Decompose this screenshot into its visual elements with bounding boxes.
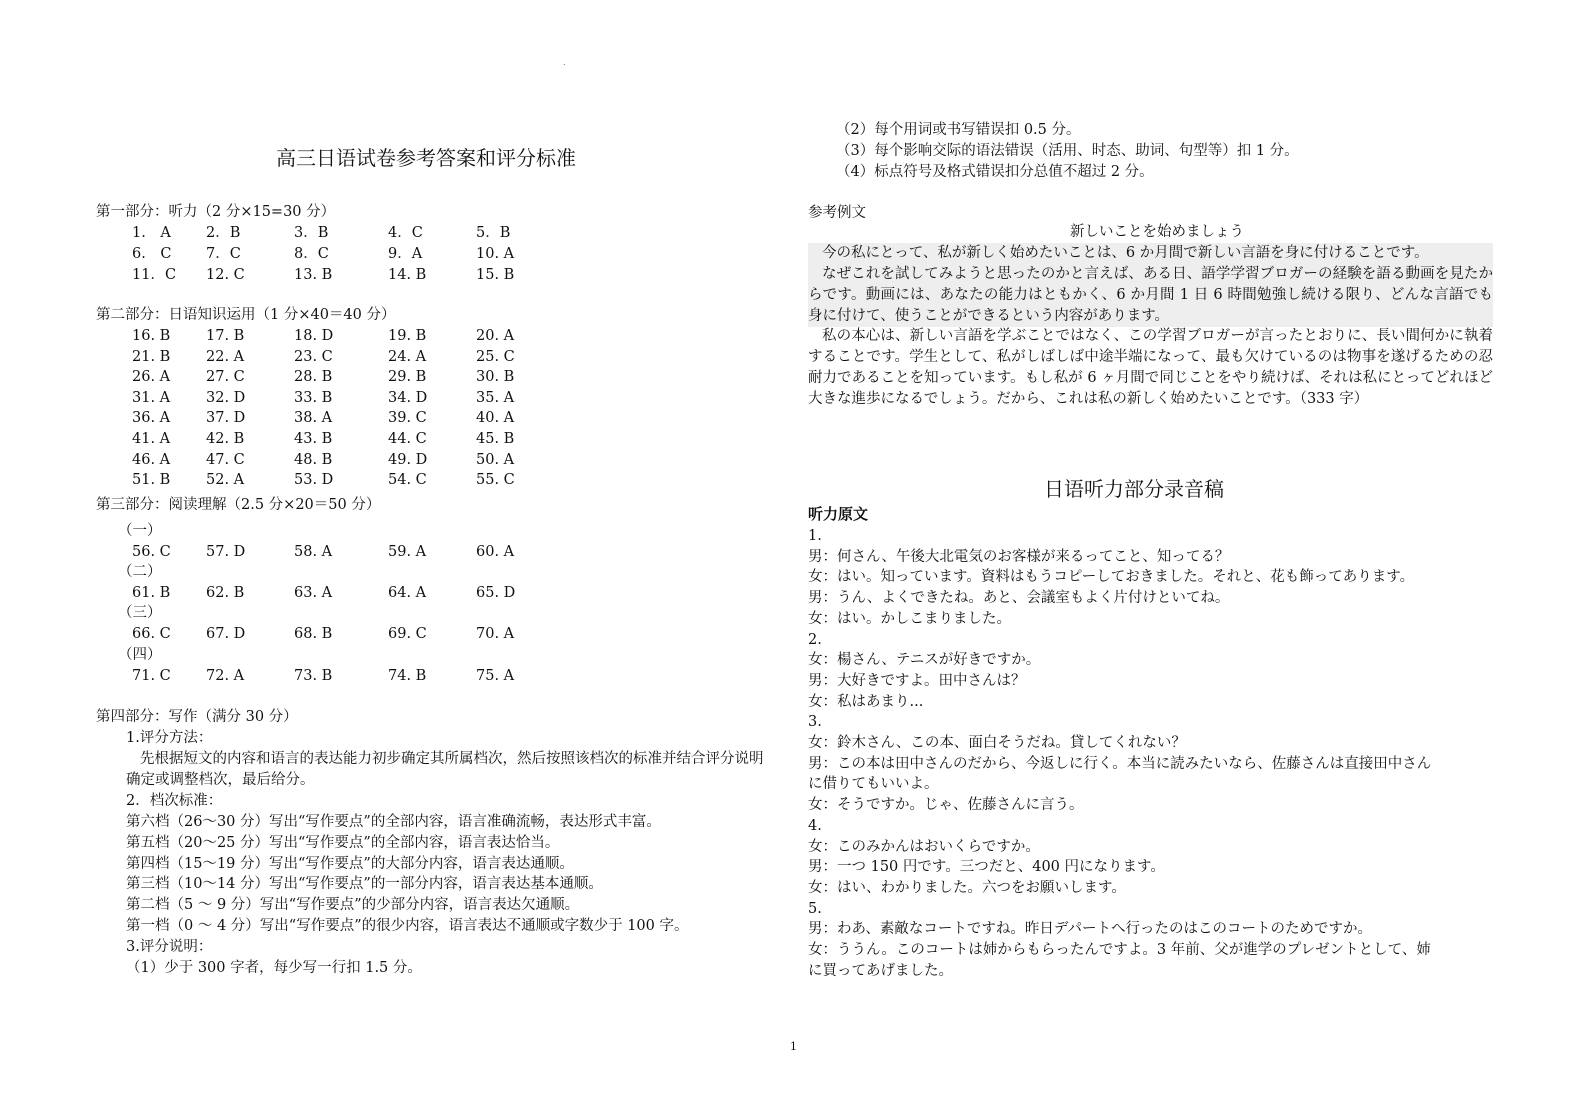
answer-cell: 43. B: [294, 431, 333, 447]
method-label: 1.评分方法：: [126, 730, 213, 746]
transcript-line: 女：はい。かしこまりました。: [808, 610, 1011, 627]
answer-cell: 66. C: [132, 626, 171, 643]
section-label: （一）: [118, 523, 162, 539]
answer-cell: 42. B: [206, 431, 245, 447]
answer-cell: 31. A: [132, 389, 171, 406]
level-item: 第四档（15～19 分）写出“写作要点”的大部分内容，语言表达通顺。: [126, 855, 574, 872]
answer-cell: 19. B: [388, 328, 427, 344]
answer-cell: 15. B: [476, 267, 515, 283]
answer-cell: 12. C: [206, 267, 245, 283]
part1-heading: 第一部分：听力（2 分×15=30 分）: [96, 204, 336, 220]
transcript-line: 男：大好きですよ。田中さんは？: [808, 672, 1026, 689]
transcript-line: に借りてもいいよ。: [808, 776, 939, 793]
answer-cell: 10. A: [476, 246, 515, 262]
answer-cell: 29. B: [388, 369, 427, 386]
answer-cell: 72. A: [206, 667, 245, 684]
stray-dot: .: [563, 58, 566, 67]
transcript-line: に買ってあげました。: [808, 962, 953, 979]
transcript-line: 男：わあ、素敵なコートですね。昨日デパートへ行ったのはこのコートのためですか。: [808, 921, 1373, 938]
answer-cell: 70. A: [476, 626, 515, 643]
levels-label: 2．档次标准：: [126, 793, 223, 809]
transcript-line: 2.: [808, 631, 822, 648]
answer-cell: 11．C: [132, 267, 177, 283]
answer-cell: 45. B: [476, 431, 515, 447]
transcript-subtitle: 听力原文: [808, 505, 869, 523]
answer-cell: 5．B: [476, 225, 511, 241]
method-text: 先根据短文的内容和语言的表达能力初步确定其所属档次，然后按照该档次的标准并结合评分说明确定或调整档次，最后给分。: [126, 751, 764, 788]
transcript-line: 4.: [808, 817, 822, 834]
part3-heading: 第三部分：阅读理解（2.5 分×20＝50 分）: [96, 497, 381, 513]
answer-cell: 7．C: [206, 246, 241, 262]
answer-cell: 21. B: [132, 348, 171, 365]
level-item: 第三档（10～14 分）写出“写作要点”的一部分内容，语言表达基本通顺。: [126, 876, 603, 893]
transcript-line: 女：鈴木さん、この本、面白そうだね。貸してくれない？: [808, 735, 1186, 751]
sample-label: 参考例文: [808, 205, 866, 221]
answer-cell: 18. D: [294, 328, 334, 344]
answer-cell: 67. D: [206, 626, 246, 643]
answer-cell: 28. B: [294, 369, 333, 386]
answer-cell: 39. C: [388, 410, 427, 427]
answer-cell: 74. B: [388, 667, 427, 684]
answer-cell: 34. D: [388, 389, 428, 406]
transcript-line: 女：このみかんはおいくらですか。: [808, 838, 1040, 855]
answer-cell: 37. D: [206, 410, 246, 427]
answer-cell: 6. C: [132, 246, 172, 262]
note-2: （2）每个用词或书写错误扣 0.5 分。: [836, 122, 1081, 138]
notes-label: 3.评分说明：: [126, 939, 213, 955]
answer-cell: 57. D: [206, 544, 246, 560]
transcript-line: 女：私はあまり...: [808, 693, 924, 710]
part2-heading: 第二部分：日语知识运用（1 分×40＝40 分）: [96, 307, 396, 323]
answer-cell: 38. A: [294, 410, 333, 427]
answer-cell: 68. B: [294, 626, 333, 643]
transcript-line: 女：はい、わかりました。六つをお願いします。: [808, 879, 1126, 896]
note-3: （3）每个影响交际的语法错误（活用、时态、助词、句型等）扣 1 分。: [836, 143, 1299, 159]
part4-heading: 第四部分：写作（满分 30 分）: [96, 709, 298, 725]
answer-cell: 49. D: [388, 451, 428, 468]
answer-cell: 50. A: [476, 451, 515, 468]
answer-cell: 40. A: [476, 410, 515, 427]
answer-cell: 48. B: [294, 451, 333, 468]
answer-cell: 41. A: [132, 431, 171, 447]
page-number: 1: [790, 1040, 797, 1053]
answer-cell: 17. B: [206, 328, 245, 344]
answer-cell: 4．C: [388, 225, 423, 241]
answer-cell: 13. B: [294, 267, 333, 283]
level-item: 第六档（26～30 分）写出“写作要点”的全部内容，语言准确流畅，表达形式丰富。: [126, 814, 661, 830]
answer-cell: 23. C: [294, 348, 333, 365]
transcript-line: 女：そうですか。じゃ、佐藤さんに言う。: [808, 797, 1084, 814]
answer-cell: 14. B: [388, 267, 427, 283]
answer-cell: 44. C: [388, 431, 427, 447]
answer-cell: 26. A: [132, 369, 171, 386]
answer-cell: 60. A: [476, 544, 515, 560]
level-item: 第一档（0 ～ 4 分）写出“写作要点”的很少内容，语言表达不通顺或字数少于 100 字。: [126, 918, 689, 934]
answer-cell: 69. C: [388, 626, 427, 643]
answer-cell: 30. B: [476, 369, 515, 386]
answer-cell: 61. B: [132, 585, 171, 602]
answer-cell: 64. A: [388, 585, 427, 602]
answer-cell: 73. B: [294, 667, 333, 684]
note-4: （4）标点符号及格式错误扣分总值不超过 2 分。: [836, 164, 1154, 180]
sample-paragraph-3: 私の本心は、新しい言語を学ぶことではなく、この学習ブロガーが言ったとおりに、長い間何かに執着することです。学生として、私がしばしば中途半端になって、最も欠けているのは物事を遂げるための忍耐力であることを知っています。もし私が 6 ヶ月間で同じことをやり続けば、それは私にとってどれほど大きな進歩になるでしょう。だから、これは私の新しく始めたいことです。（333 字）: [808, 328, 1493, 407]
sample-title: 新しいことを始めましょう: [1070, 224, 1244, 240]
transcript-line: 女：楊さん、テニスが好きですか。: [808, 652, 1041, 669]
answer-cell: 55. C: [476, 472, 515, 489]
transcript-line: 男：一つ 150 円です。三つだと、400 円になります。: [808, 859, 1165, 876]
answer-cell: 46. A: [132, 451, 171, 468]
answer-cell: 20. A: [476, 328, 515, 344]
answer-cell: 52. A: [206, 472, 245, 489]
answer-cell: 51. B: [132, 472, 171, 489]
answer-cell: 56. C: [132, 544, 171, 560]
level-item: 第五档（20～25 分）写出“写作要点”的全部内容，语言表达恰当。: [126, 834, 560, 851]
answer-cell: 32. D: [206, 389, 246, 406]
section-label: （二）: [118, 564, 162, 581]
section-label: （四）: [118, 646, 162, 663]
answer-cell: 33. B: [294, 389, 333, 406]
answer-cell: 25. C: [476, 348, 515, 365]
answer-cell: 53. D: [294, 472, 334, 489]
answer-cell: 36. A: [132, 410, 171, 427]
transcript-line: 1.: [808, 528, 822, 544]
sample-paragraph-2: なぜこれを試してみようと思ったのかと言えば、ある日、語学学習ブロガーの経験を語る動画を見たからです。動画には、あなたの能力はともかく、6 か月間 1 日 6 時間勉強し続ける限り、どんな言語でも身に付けて、使うことができるという内容があります。: [808, 264, 1493, 327]
answer-cell: 9．A: [388, 246, 423, 262]
transcript-line: 男：うん、よくできたね。あと、会議室もよく片付けといてね。: [808, 590, 1230, 607]
level-item: 第二档（5 ～ 9 分）写出“写作要点”的少部分内容，语言表达欠通顺。: [126, 897, 580, 914]
answer-cell: 1. A: [132, 225, 171, 241]
transcript-line: 男：この本は田中さんのだから、今返しに行く。本当に読みたいなら、佐藤さんは直接田中さん: [808, 755, 1432, 772]
transcript-line: 5.: [808, 900, 822, 917]
transcript-line: 女：はい。知っています。資料はもうコピーしておきました。それと、花も飾ってあります。: [808, 569, 1415, 586]
answer-cell: 3．B: [294, 225, 329, 241]
answer-cell: 58. A: [294, 544, 333, 560]
answer-cell: 71. C: [132, 667, 171, 684]
answer-cell: 59. A: [388, 544, 427, 560]
answer-cell: 47. C: [206, 451, 245, 468]
sample-paragraph-1: 今の私にとって、私が新しく始めたいことは、6 か月間で新しい言語を身に付けることです。: [808, 243, 1493, 264]
page-title: 高三日语试卷参考答案和评分标准: [276, 146, 576, 170]
note-1: （1）少于 300 字者，每少写一行扣 1.5 分。: [126, 960, 422, 976]
answer-cell: 27. C: [206, 369, 245, 386]
answer-cell: 2．B: [206, 225, 241, 241]
answer-cell: 75. A: [476, 667, 515, 684]
answer-cell: 8．C: [294, 246, 329, 262]
transcript-line: 3.: [808, 714, 822, 731]
answer-cell: 54. C: [388, 472, 427, 489]
answer-cell: 63. A: [294, 585, 333, 602]
transcript-line: 女：ううん。このコートは姉からもらったんですよ。3 年前、父が進学のプレゼントとして、姉: [808, 942, 1431, 958]
answer-cell: 62. B: [206, 585, 245, 602]
section-label: （三）: [118, 605, 162, 622]
answer-cell: 24. A: [388, 348, 427, 365]
answer-cell: 65. D: [476, 585, 516, 602]
answer-cell: 22. A: [206, 348, 245, 365]
answer-cell: 16. B: [132, 328, 171, 344]
answer-cell: 35. A: [476, 389, 515, 406]
transcript-title: 日语听力部分录音稿: [1044, 477, 1224, 501]
transcript-line: 男：何さん、午後大北電気のお客様が来るってこと、知ってる？: [808, 548, 1230, 565]
